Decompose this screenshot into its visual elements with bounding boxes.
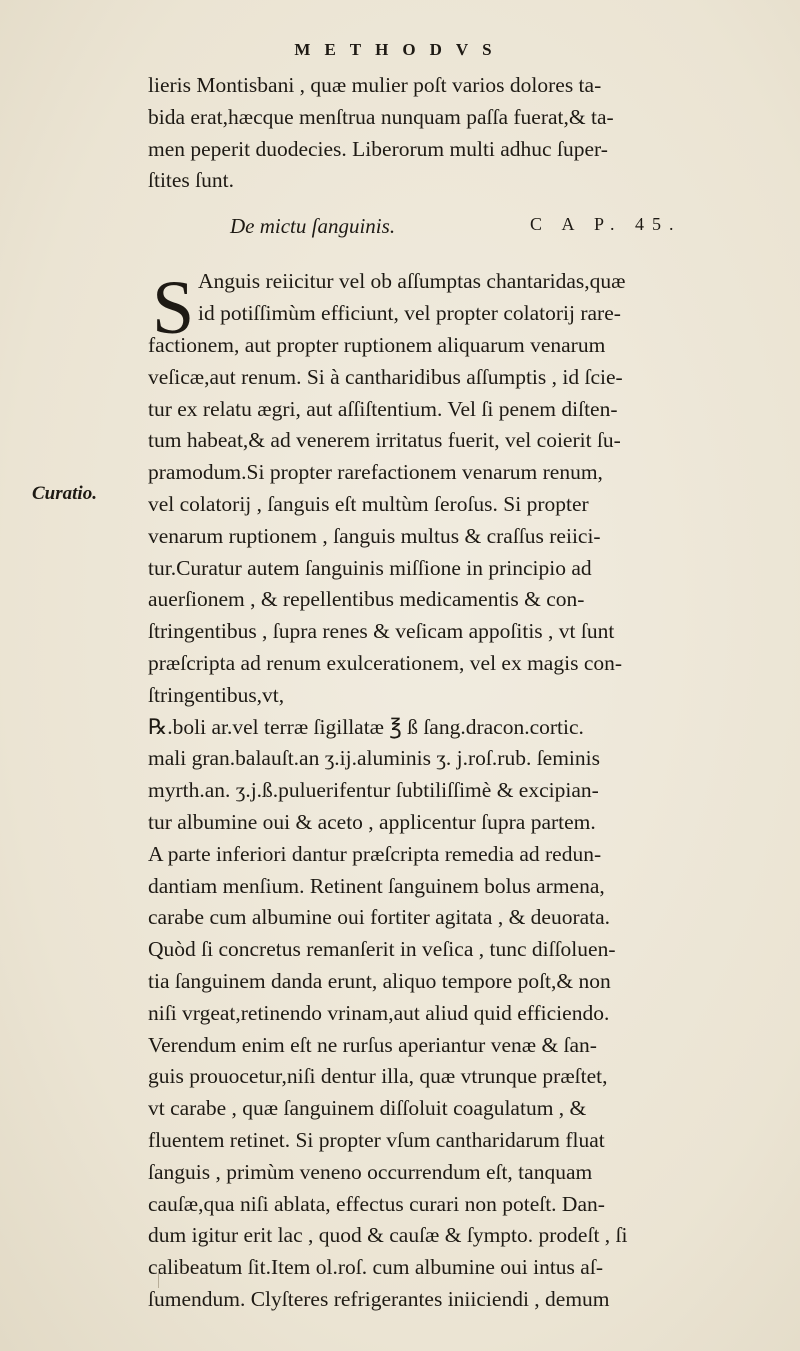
paper-mark	[158, 1270, 165, 1288]
drop-capital: S	[152, 266, 195, 350]
text-line: factionem, aut propter ruptionem aliquarum venarum	[148, 333, 606, 357]
top-paragraph	[148, 70, 768, 197]
text-line: cauſæ,qua niſi ablata, effectus curari non poteſt. Dan-	[148, 1191, 605, 1216]
chapter-label-text: C A P.	[530, 214, 623, 234]
text-line: præſcripta ad renum exulcerationem, vel ex magis con-	[148, 650, 623, 675]
running-head: METHODVS	[294, 40, 506, 59]
text-line: ſumendum. Clyſteres refrigerantes iniiciendi , demum	[148, 1286, 610, 1311]
text-line: lieris Montisbani , quæ mulier poſt varios dolores ta-	[148, 73, 602, 97]
text-line: niſi vrgeat,retinendo vrinam,aut aliud quid efficiendo.	[148, 1000, 610, 1025]
text-line: venarum ruptionem , ſanguis multus & craſſus reiici-	[148, 523, 601, 548]
body-text	[148, 330, 768, 1316]
text-line: tum habeat,& ad venerem irritatus fuerit, vel coierit ſu-	[148, 428, 621, 453]
text-line: fluentem retinet. Si propter vſum cantharidarum fluat	[148, 1127, 605, 1152]
text-line: bida erat,hæcque menſtrua nunquam paſſa fuerat,& ta-	[148, 104, 614, 129]
text-line: ſtites ſunt.	[148, 168, 234, 193]
text-line: Verendum enim eſt ne rurſus aperiantur venæ & ſan-	[148, 1032, 597, 1057]
text-line: men peperit duodecies. Liberorum multi adhuc ſuper-	[148, 136, 608, 161]
text-line: vel colatorij , ſanguis eſt multùm ſeroſus. Si propter	[148, 491, 589, 516]
chapter-title: De mictu ſanguinis.	[230, 214, 396, 238]
chapter-number: 45.	[635, 214, 682, 234]
text-line: tur.Curatur autem ſanguinis miſſione in principio ad	[148, 555, 592, 580]
text-line: dantiam menſium. Retinent ſanguinem bolus armena,	[148, 873, 605, 898]
chapter-label	[530, 214, 682, 235]
text-line: Anguis reiicitur vel ob aſſumptas chantaridas,quæ	[198, 269, 626, 293]
chapter-heading	[148, 214, 768, 248]
recipe-line: ℞.boli ar.vel terræ ſigillatæ ℥ ß ſang.dracon.cortic.	[148, 714, 584, 739]
text-line: guis prouocetur,niſi dentur illa, quæ vtrunque præſtet,	[148, 1064, 608, 1089]
text-line: auerſionem , & repellentibus medicamentis & con-	[148, 587, 585, 612]
dropcap-lines	[198, 266, 768, 330]
text-line: ſtringentibus,vt,	[148, 682, 285, 707]
text-line: A parte inferiori dantur præſcripta remedia ad redun-	[148, 841, 602, 866]
text-line: ſtringentibus , ſupra renes & veſicam appoſitis , vt ſunt	[148, 619, 615, 644]
text-line: tia ſanguinem danda erunt, aliquo tempore poſt,& non	[148, 968, 611, 993]
text-line: tur albumine oui & aceto , applicentur ſupra partem.	[148, 809, 596, 834]
text-line: pramodum.Si propter rarefactionem venarum renum,	[148, 460, 603, 485]
text-line: dum igitur erit lac , quod & cauſæ & ſympto. prodeſt , ſi	[148, 1223, 628, 1248]
text-line: veſicæ,aut renum. Si à cantharidibus aſſumptis , id ſcie-	[148, 364, 623, 389]
text-line: mali gran.balauſt.an ʒ.ij.aluminis ʒ. j.roſ.rub. ſeminis	[148, 746, 600, 771]
text-line: ſanguis , primùm veneno occurrendum eſt, tanquam	[148, 1159, 593, 1184]
text-line: Quòd ſi concretus remanſerit in veſica , tunc diſſoluen-	[148, 937, 616, 962]
text-line: id potiſſimùm efficiunt, vel propter colatorij rare-	[198, 300, 621, 325]
text-line: tur ex relatu ægri, aut aſſiſtentium. Vel ſi penem diſten-	[148, 396, 618, 421]
text-line: calibeatum ſit.Item ol.roſ. cum albumine oui intus aſ-	[148, 1255, 603, 1280]
text-line: vt carabe , quæ ſanguinem diſſoluit coagulatum , &	[148, 1096, 587, 1121]
text-line: carabe cum albumine oui fortiter agitata , & deuorata.	[148, 905, 611, 930]
text-line: myrth.an. ʒ.j.ß.puluerifentur ſubtiliſſimè & excipian-	[148, 778, 599, 803]
margin-note: Curatio.	[32, 483, 97, 504]
